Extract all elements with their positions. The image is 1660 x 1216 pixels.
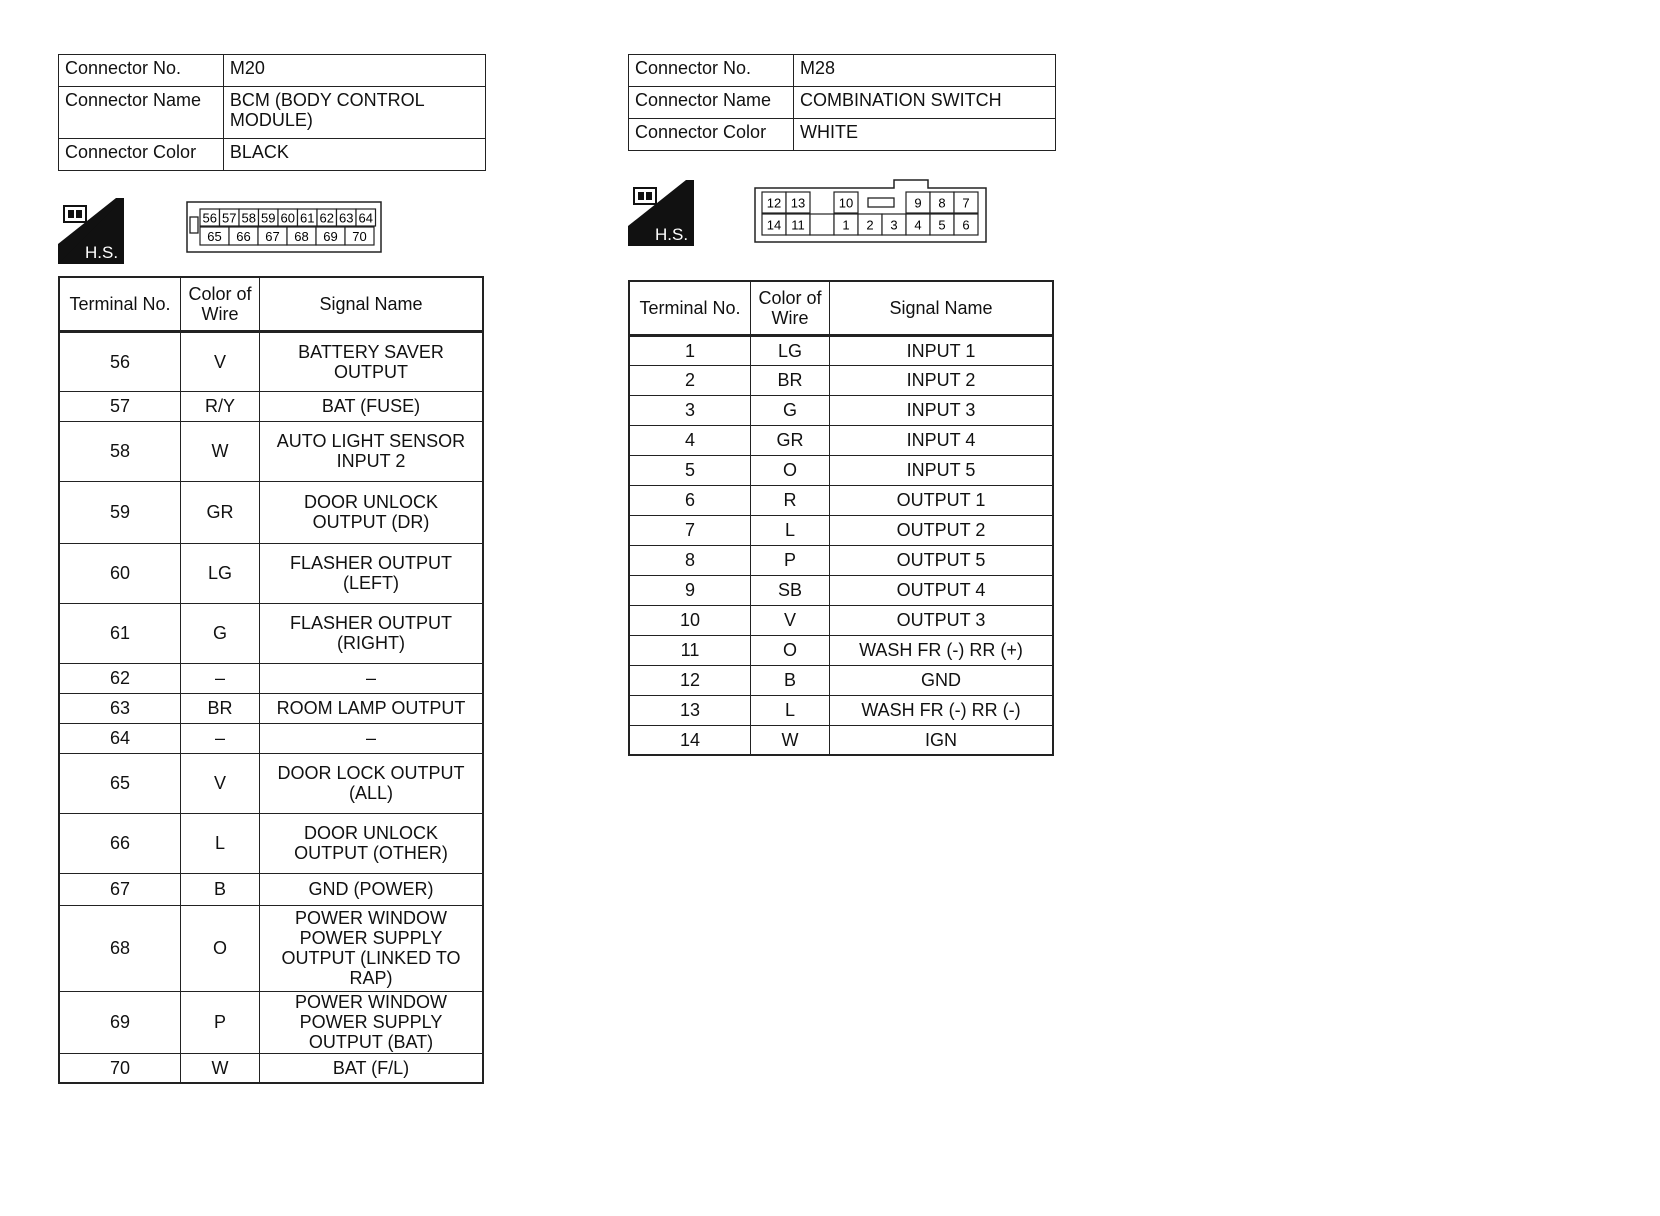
wire-color-cell: P (751, 545, 830, 575)
info-value: BCM (BODY CONTROL MODULE) (223, 87, 485, 139)
info-row-connector-color (59, 139, 486, 171)
pin-label: 3 (890, 217, 898, 233)
terminal-row (629, 635, 1053, 665)
terminal-row (59, 603, 483, 663)
wire-color-cell: BR (181, 693, 260, 723)
header-color-of-wire: Color of Wire (181, 277, 260, 331)
signal-name-cell: – (260, 663, 484, 693)
terminal-row (629, 665, 1053, 695)
terminal-no-cell: 5 (629, 455, 751, 485)
terminal-row (59, 391, 483, 421)
pin-label: 67 (265, 229, 280, 244)
signal-name-cell: FLASHER OUTPUT (LEFT) (260, 543, 484, 603)
connector-m20 (58, 54, 486, 1078)
terminal-no-cell: 65 (59, 753, 181, 813)
signal-name-cell: OUTPUT 2 (830, 515, 1054, 545)
info-key: Connector No. (59, 55, 224, 87)
terminal-no-cell: 68 (59, 905, 181, 991)
info-row-connector-name (629, 87, 1056, 119)
info-value: M20 (223, 55, 485, 87)
signal-name-cell: WASH FR (-) RR (+) (830, 635, 1054, 665)
pin-label: 62 (319, 210, 334, 226)
terminal-no-cell: 62 (59, 663, 181, 693)
signal-name-cell: BATTERY SAVER OUTPUT (260, 331, 484, 391)
info-row-connector-no (59, 55, 486, 87)
terminal-no-cell: 1 (629, 335, 751, 365)
wire-color-cell: LG (181, 543, 260, 603)
signal-name-cell: INPUT 2 (830, 365, 1054, 395)
pin-label: 5 (938, 217, 946, 233)
signal-name-cell: FLASHER OUTPUT (RIGHT) (260, 603, 484, 663)
info-key: Connector Name (59, 87, 224, 139)
info-value: COMBINATION SWITCH (794, 87, 1056, 119)
terminal-row (59, 813, 483, 873)
info-key: Connector Name (629, 87, 794, 119)
signal-name-cell: DOOR UNLOCK OUTPUT (OTHER) (260, 813, 484, 873)
header-signal-name: Signal Name (260, 277, 484, 331)
pin-label: 63 (339, 210, 354, 226)
info-key: Connector Color (59, 139, 224, 171)
signal-name-cell: OUTPUT 5 (830, 545, 1054, 575)
terminal-row (629, 545, 1053, 575)
wire-color-cell: L (751, 695, 830, 725)
terminal-no-cell: 2 (629, 365, 751, 395)
wire-color-cell: GR (751, 425, 830, 455)
signal-name-cell: OUTPUT 4 (830, 575, 1054, 605)
terminal-no-cell: 56 (59, 331, 181, 391)
wire-color-cell: W (181, 421, 260, 481)
terminal-row (59, 753, 483, 813)
wire-color-cell: W (181, 1053, 260, 1083)
terminal-row (629, 485, 1053, 515)
terminal-no-cell: 7 (629, 515, 751, 545)
terminal-row (629, 725, 1053, 755)
wire-color-cell: BR (751, 365, 830, 395)
terminal-row (59, 991, 483, 1053)
terminal-row (59, 723, 483, 753)
signal-name-cell: DOOR UNLOCK OUTPUT (DR) (260, 481, 484, 543)
signal-name-cell: OUTPUT 3 (830, 605, 1054, 635)
header-terminal-no: Terminal No. (59, 277, 181, 331)
header-terminal-no: Terminal No. (629, 281, 751, 335)
terminal-no-cell: 63 (59, 693, 181, 723)
terminal-row (629, 395, 1053, 425)
terminal-no-cell: 61 (59, 603, 181, 663)
connector-info-table (58, 54, 486, 171)
harness-side-icon (58, 198, 124, 264)
pin-row-bottom (762, 214, 978, 235)
signal-name-cell: INPUT 4 (830, 425, 1054, 455)
pin-label: 7 (962, 195, 970, 211)
signal-name-cell: INPUT 1 (830, 335, 1054, 365)
pin-label: 10 (838, 195, 854, 211)
wire-color-cell: P (181, 991, 260, 1053)
wire-color-cell: L (751, 515, 830, 545)
info-row-connector-color (629, 119, 1056, 151)
terminal-row (629, 365, 1053, 395)
wire-color-cell: R (751, 485, 830, 515)
info-value: BLACK (223, 139, 485, 171)
signal-name-cell: INPUT 5 (830, 455, 1054, 485)
terminal-no-cell: 11 (629, 635, 751, 665)
terminal-table-header (629, 281, 1053, 335)
signal-name-cell: POWER WINDOW POWER SUPPLY OUTPUT (LINKED TO RAP) (260, 905, 484, 991)
pin-label: 4 (914, 217, 922, 233)
terminal-row (59, 421, 483, 481)
terminal-table-header (59, 277, 483, 331)
terminal-no-cell: 59 (59, 481, 181, 543)
terminal-row (59, 331, 483, 391)
pin-label: 61 (300, 210, 315, 226)
terminal-row (629, 455, 1053, 485)
info-value: M28 (794, 55, 1056, 87)
info-value: WHITE (794, 119, 1056, 151)
wire-color-cell: L (181, 813, 260, 873)
header-color-of-wire: Color of Wire (751, 281, 830, 335)
info-key: Connector Color (629, 119, 794, 151)
pin-label: 11 (791, 217, 805, 233)
header-signal-name: Signal Name (830, 281, 1054, 335)
pin-label: 69 (323, 229, 338, 244)
pin-label: 57 (222, 210, 237, 226)
pin-row-bottom (200, 227, 374, 245)
terminal-no-cell: 64 (59, 723, 181, 753)
pin-label: 6 (962, 217, 970, 233)
signal-name-cell: POWER WINDOW POWER SUPPLY OUTPUT (BAT) (260, 991, 484, 1053)
connector-face-diagram (754, 178, 988, 244)
terminal-row (629, 575, 1053, 605)
signal-name-cell: DOOR LOCK OUTPUT (ALL) (260, 753, 484, 813)
pin-cell-empty (810, 214, 834, 235)
terminal-row (59, 663, 483, 693)
terminal-row (59, 1053, 483, 1083)
pin-label: 14 (766, 217, 782, 233)
terminal-row (629, 425, 1053, 455)
info-row-connector-name (59, 87, 486, 139)
pin-label: 65 (207, 229, 222, 244)
pin-label: 2 (866, 217, 874, 233)
terminal-no-cell: 67 (59, 873, 181, 905)
terminal-no-cell: 66 (59, 813, 181, 873)
info-key: Connector No. (629, 55, 794, 87)
terminal-no-cell: 3 (629, 395, 751, 425)
terminal-no-cell: 60 (59, 543, 181, 603)
pin-label: 59 (261, 210, 276, 226)
terminal-row (59, 905, 483, 991)
wire-color-cell: GR (181, 481, 260, 543)
pin-label: 66 (236, 229, 251, 244)
terminal-no-cell: 58 (59, 421, 181, 481)
terminal-no-cell: 4 (629, 425, 751, 455)
signal-name-cell: GND (POWER) (260, 873, 484, 905)
wire-color-cell: G (181, 603, 260, 663)
terminal-no-cell: 69 (59, 991, 181, 1053)
pin-label: 9 (914, 195, 922, 211)
terminal-table (628, 280, 1054, 756)
pin-label: 56 (202, 210, 217, 226)
terminal-no-cell: 8 (629, 545, 751, 575)
connector-info-table (628, 54, 1056, 151)
wire-color-cell: B (751, 665, 830, 695)
terminal-table (58, 276, 484, 1084)
wire-color-cell: SB (751, 575, 830, 605)
terminal-no-cell: 13 (629, 695, 751, 725)
signal-name-cell: OUTPUT 1 (830, 485, 1054, 515)
terminal-row (59, 481, 483, 543)
wire-color-cell: R/Y (181, 391, 260, 421)
hs-label: H.S. (655, 225, 689, 244)
wire-color-cell: W (751, 725, 830, 755)
terminal-no-cell: 57 (59, 391, 181, 421)
terminal-row (629, 605, 1053, 635)
pin-label: 13 (790, 195, 806, 211)
terminal-row (629, 335, 1053, 365)
wire-color-cell: G (751, 395, 830, 425)
terminal-no-cell: 70 (59, 1053, 181, 1083)
harness-side-icon (628, 180, 694, 246)
wire-color-cell: – (181, 663, 260, 693)
signal-name-cell: INPUT 3 (830, 395, 1054, 425)
terminal-no-cell: 10 (629, 605, 751, 635)
wire-color-cell: LG (751, 335, 830, 365)
terminal-no-cell: 14 (629, 725, 751, 755)
terminal-row (59, 693, 483, 723)
pin-label: 12 (766, 195, 782, 211)
pin-label: 58 (241, 210, 256, 226)
terminal-no-cell: 12 (629, 665, 751, 695)
pin-label: 68 (294, 229, 309, 244)
pin-row-top (200, 209, 376, 226)
terminal-no-cell: 9 (629, 575, 751, 605)
wire-color-cell: V (751, 605, 830, 635)
signal-name-cell: BAT (F/L) (260, 1053, 484, 1083)
signal-name-cell: BAT (FUSE) (260, 391, 484, 421)
terminal-row (59, 873, 483, 905)
wire-color-cell: B (181, 873, 260, 905)
terminal-row (59, 543, 483, 603)
wire-color-cell: O (181, 905, 260, 991)
pin-label: 1 (842, 217, 850, 233)
pin-label: 64 (358, 210, 373, 226)
signal-name-cell: WASH FR (-) RR (-) (830, 695, 1054, 725)
pin-label: 60 (280, 210, 295, 226)
info-row-connector-no (629, 55, 1056, 87)
terminal-row (629, 515, 1053, 545)
signal-name-cell: AUTO LIGHT SENSOR INPUT 2 (260, 421, 484, 481)
terminal-row (629, 695, 1053, 725)
signal-name-cell: ROOM LAMP OUTPUT (260, 693, 484, 723)
terminal-no-cell: 6 (629, 485, 751, 515)
wire-color-cell: O (751, 455, 830, 485)
wire-color-cell: – (181, 723, 260, 753)
signal-name-cell: – (260, 723, 484, 753)
wire-color-cell: V (181, 331, 260, 391)
connector-face-diagram (186, 201, 382, 255)
signal-name-cell: GND (830, 665, 1054, 695)
pin-label: 8 (938, 195, 946, 211)
hs-label: H.S. (85, 243, 119, 262)
signal-name-cell: IGN (830, 725, 1054, 755)
wire-color-cell: O (751, 635, 830, 665)
pin-label: 70 (352, 229, 367, 244)
connector-m28 (628, 54, 1056, 750)
wire-color-cell: V (181, 753, 260, 813)
